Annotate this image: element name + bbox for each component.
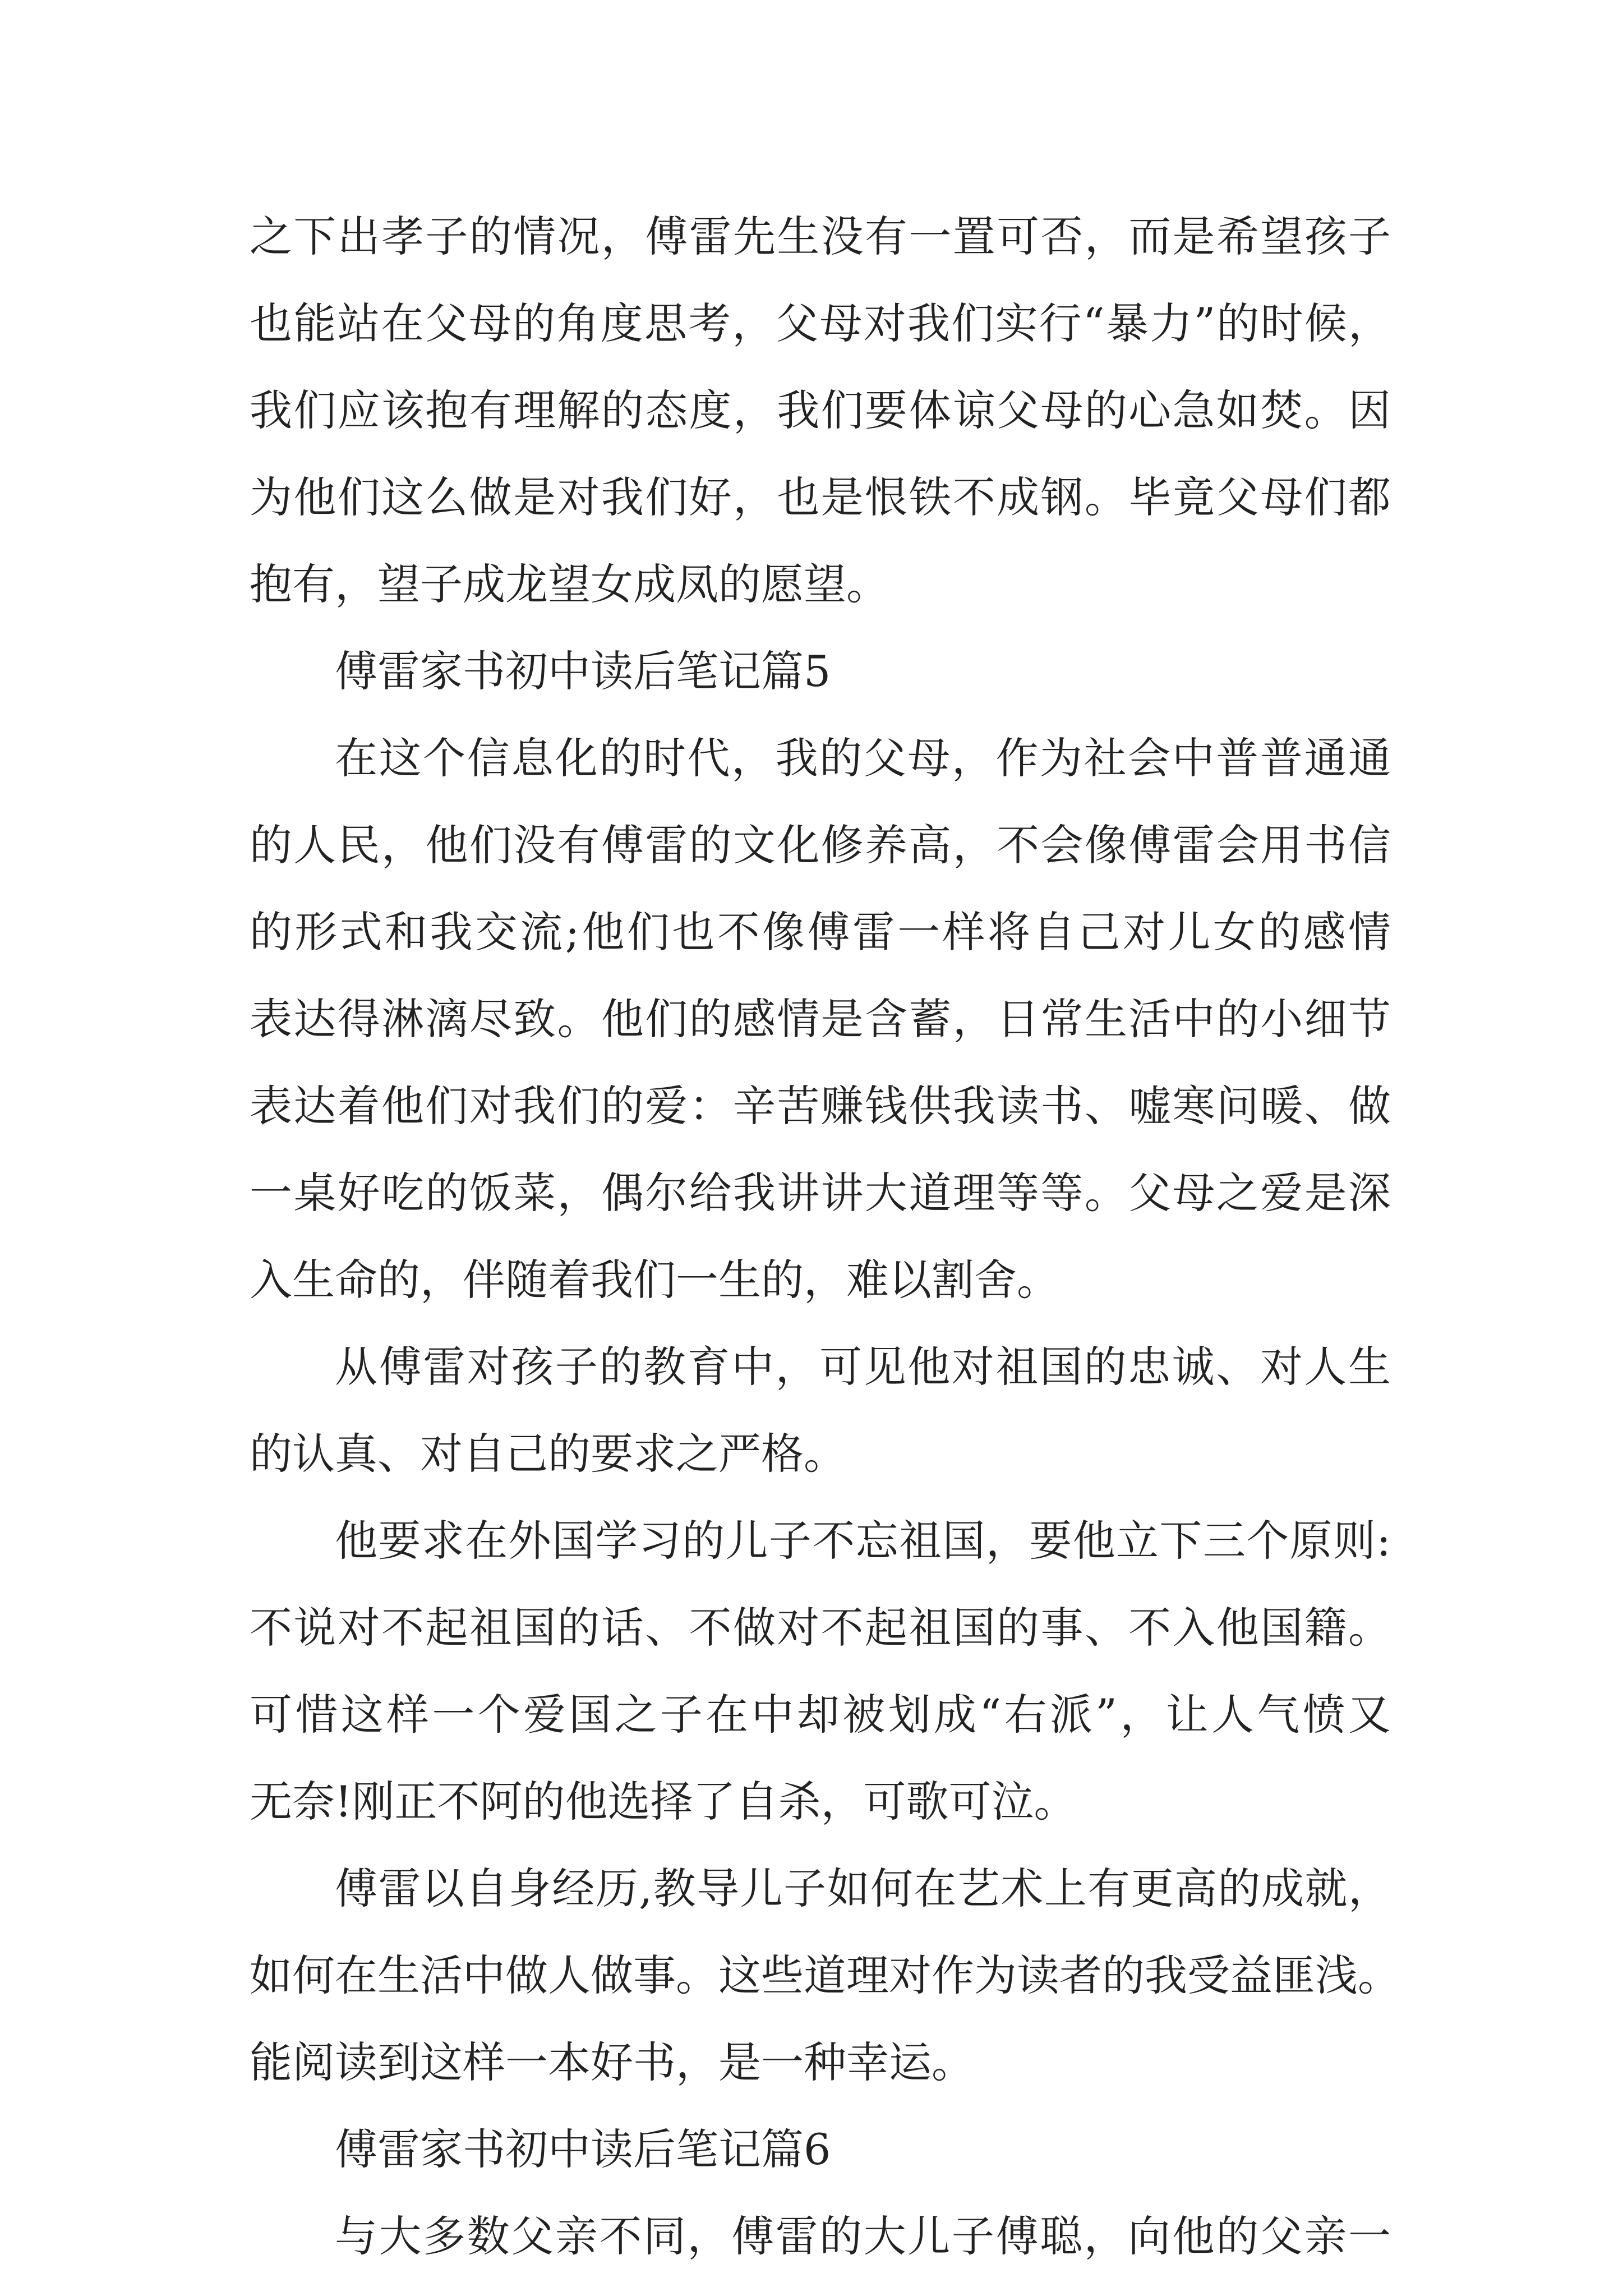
text-line: 不说对不起祖国的话、不做对不起祖国的事、不入他国籍。 bbox=[250, 1603, 1391, 1653]
text-line: 我们应该抱有理解的态度，我们要体谅父母的心急如焚。因 bbox=[250, 385, 1391, 435]
text-line: 如何在生活中做人做事。这些道理对作为读者的我受益匪浅。 bbox=[250, 1950, 1400, 2000]
text-line: 一桌好吃的饭菜，偶尔给我讲讲大道理等等。父母之爱是深 bbox=[250, 1168, 1391, 1218]
text-line: 在这个信息化的时代，我的父母，作为社会中普普通通 bbox=[335, 733, 1391, 783]
section-heading: 傅雷家书初中读后笔记篇5 bbox=[335, 646, 831, 696]
text-line: 也能站在父母的角度思考，父母对我们实行“暴力”的时候， bbox=[250, 298, 1391, 348]
text-line: 抱有，望子成龙望女成凤的愿望。 bbox=[250, 559, 889, 609]
text-line: 可惜这样一个爱国之子在中却被划成“右派”，让人气愤又 bbox=[250, 1690, 1391, 1740]
text-line: 的人民，他们没有傅雷的文化修养高，不会像傅雷会用书信 bbox=[250, 820, 1391, 870]
text-line: 入生命的，伴随着我们一生的，难以割舍。 bbox=[250, 1255, 1059, 1305]
section-heading: 傅雷家书初中读后笔记篇6 bbox=[335, 2124, 831, 2174]
text-line: 表达着他们对我们的爱：辛苦赚钱供我读书、嘘寒问暖、做 bbox=[250, 1081, 1391, 1131]
text-line: 的认真、对自己的要求之严格。 bbox=[250, 1429, 846, 1479]
text-line: 他要求在外国学习的儿子不忘祖国，要他立下三个原则: bbox=[335, 1516, 1391, 1566]
text-line: 与大多数父亲不同，傅雷的大儿子傅聪，向他的父亲一 bbox=[335, 2211, 1391, 2261]
text-line: 的形式和我交流;他们也不像傅雷一样将自己对儿女的感情 bbox=[250, 907, 1391, 957]
text-line: 能阅读到这样一本好书，是一种幸运。 bbox=[250, 2037, 974, 2087]
text-line: 从傅雷对孩子的教育中，可见他对祖国的忠诚、对人生 bbox=[335, 1342, 1391, 1392]
text-line: 无奈!刚正不阿的他选择了自杀，可歌可泣。 bbox=[250, 1777, 1077, 1826]
text-line: 傅雷以自身经历,教导儿子如何在艺术上有更高的成就， bbox=[335, 1864, 1391, 1913]
document-body bbox=[250, 193, 1400, 2280]
text-line: 为他们这么做是对我们好，也是恨铁不成钢。毕竟父母们都 bbox=[250, 472, 1391, 522]
text-line: 之下出孝子的情况，傅雷先生没有一置可否，而是希望孩子 bbox=[250, 211, 1391, 261]
text-line: 表达得淋漓尽致。他们的感情是含蓄，日常生活中的小细节 bbox=[250, 994, 1391, 1044]
